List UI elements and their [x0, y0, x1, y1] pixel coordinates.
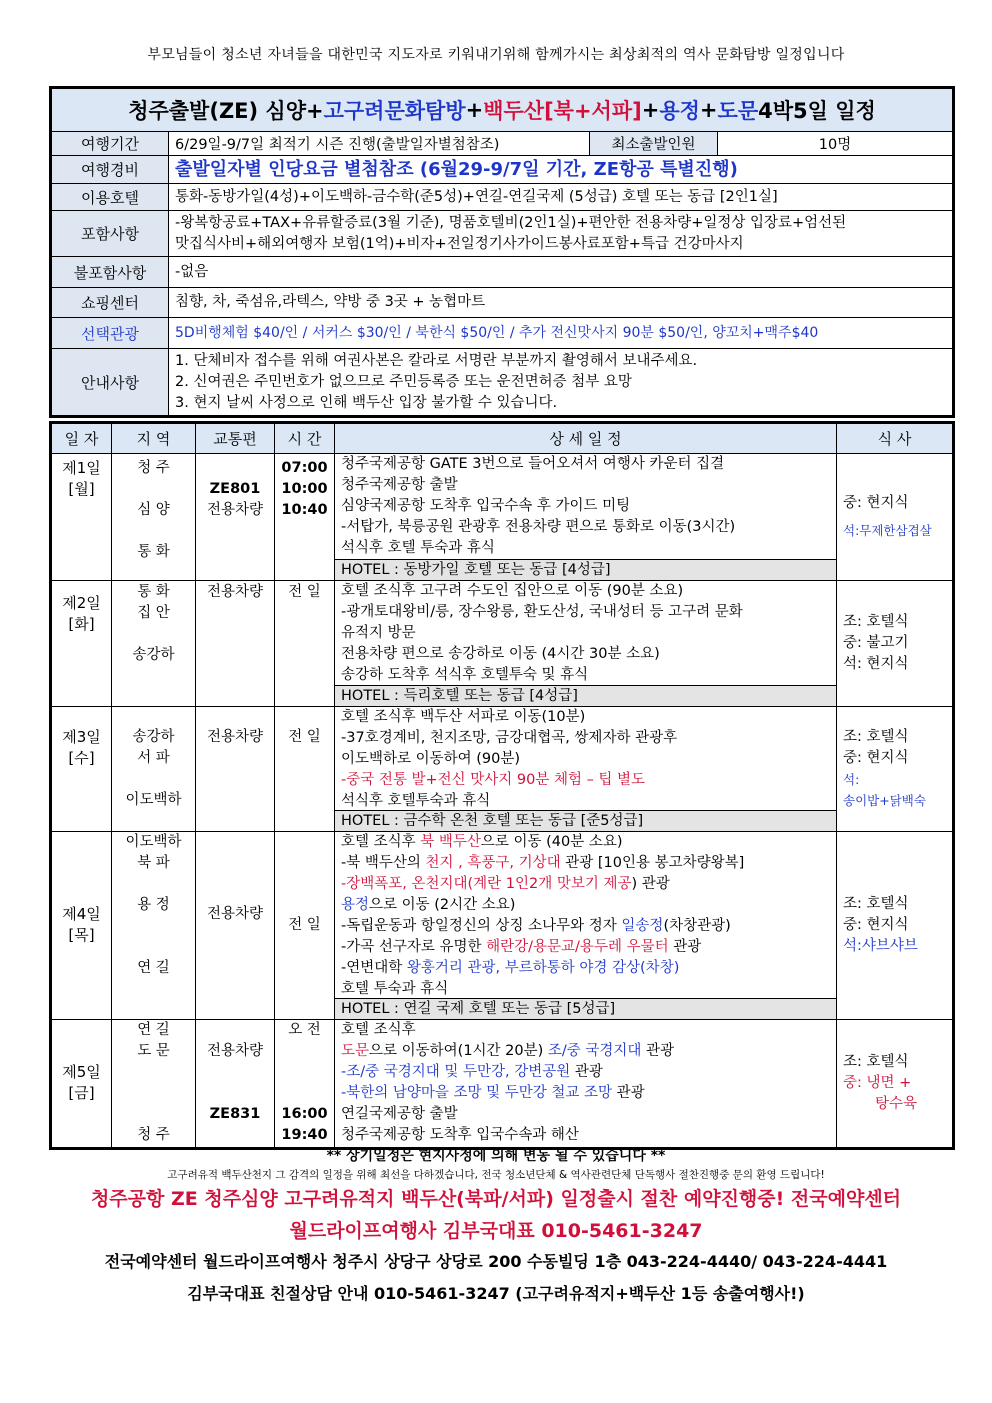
- time-value: 전 일: [288, 729, 321, 745]
- day-weekday: [목]: [68, 926, 95, 944]
- detail-line: [335, 1062, 836, 1083]
- detail-line: [335, 832, 836, 853]
- day-weekday: [화]: [68, 615, 95, 633]
- day-number: 제1일: [62, 459, 101, 477]
- area-cell: [112, 707, 196, 831]
- header-meal: 식 사: [877, 430, 912, 448]
- period-label: 여행기간: [52, 132, 169, 155]
- day-cell: [52, 1020, 112, 1147]
- detail-line: 전용차량 편으로 송강하로 이동 (4시간 30분 소요): [341, 646, 660, 662]
- day-row: [52, 454, 952, 581]
- detail-line: [335, 958, 836, 979]
- detail-line: [335, 916, 836, 937]
- time-cell: [275, 1020, 335, 1147]
- time-value: 전 일: [288, 584, 321, 600]
- hotel-label: 이용호텔: [52, 184, 169, 210]
- detail-line: 청주국제공항 GATE 3번으로 들어오셔서 여행사 카운터 집결: [341, 456, 725, 472]
- min-people-value: 10명: [818, 137, 852, 153]
- transport-name: 전용차량: [206, 584, 264, 600]
- day-number: 제5일: [62, 1063, 101, 1081]
- time-value: 16:00: [281, 1106, 328, 1122]
- meal-item: 중: 현지식: [843, 917, 909, 933]
- hotel-info: HOTEL : 득리호텔 또는 동급 [4성급]: [335, 685, 836, 706]
- day-row: [52, 832, 952, 1020]
- detail-line: 청주국제공항 도착후 입국수속과 해산: [341, 1127, 579, 1143]
- title-part: +: [641, 98, 660, 122]
- detail-line: [335, 895, 836, 916]
- detail-highlight: 해란강/용문교/용두레 우물터: [486, 939, 669, 955]
- time-value: 오 전: [288, 1022, 321, 1038]
- notice-row: [52, 349, 952, 415]
- page-title: [52, 89, 952, 132]
- detail-text: 관광: [570, 1064, 603, 1080]
- detail-text: 관광: [668, 939, 702, 955]
- footer-contact: 월드라이프여행사 김부국대표 010-5461-3247: [289, 1220, 703, 1242]
- meal-item: 석:: [843, 772, 860, 787]
- detail-line: 석식후 호텔투숙과 휴식: [341, 793, 491, 809]
- detail-line: -중국 전통 발+전신 맛사지 90분 체험 – 팁 별도: [341, 772, 646, 788]
- detail-text: -가곡 선구자로 유명한: [341, 939, 487, 955]
- excluded-label: 불포함사항: [52, 257, 169, 287]
- header-transport: 교통편: [196, 424, 275, 453]
- flight-number: ZE831: [209, 1106, 261, 1122]
- optional-label: 선택관광: [52, 318, 169, 348]
- meal-item: 송이밥+닭백숙: [843, 793, 926, 808]
- schedule-note: ** 상기일정은 현지사정에 의해 변동 될 수 있습니다 **: [326, 1148, 666, 1164]
- day-row: [52, 707, 952, 832]
- transport-name: 전용차량: [206, 1043, 264, 1059]
- area-name: 북 파: [137, 855, 170, 871]
- detail-line: -37호경계비, 천지조망, 금강대협곡, 쌍제자하 관광후: [341, 730, 678, 746]
- detail-highlight: 계란 1인2개 맛보기 제공: [473, 876, 632, 892]
- notice-label: 안내사항: [52, 349, 169, 415]
- detail-text: ) 관광: [631, 876, 670, 892]
- detail-text: 관광 [10인용 봉고차량왕복]: [560, 855, 745, 871]
- detail-cell: [335, 707, 837, 831]
- meal-item: 조: 호텔식: [843, 614, 909, 630]
- day-number: 제4일: [62, 905, 101, 923]
- time-cell: [275, 832, 335, 1019]
- summary-table: [49, 86, 955, 418]
- meal-item: 조: 호텔식: [843, 896, 909, 912]
- meal-cell: [837, 581, 952, 706]
- flight-number: ZE801: [209, 481, 261, 497]
- title-part: +: [699, 98, 718, 122]
- detail-highlight: 도문: [341, 1043, 370, 1059]
- detail-line: 호텔 조식후: [341, 1022, 416, 1038]
- meal-cell: [837, 707, 952, 831]
- detail-line: 송강하 도착후 석식후 호텔투숙 및 휴식: [341, 667, 589, 683]
- detail-cell: [335, 581, 837, 706]
- title-part: 도문: [717, 99, 759, 123]
- meal-cell: [837, 454, 952, 580]
- included-value: [169, 211, 952, 256]
- detail-text: 관광: [641, 1043, 675, 1059]
- detail-text: -독립운동과 항일정신의 상징 소나무와 정자: [341, 918, 622, 934]
- detail-line: [335, 874, 836, 895]
- schedule-table: [49, 421, 955, 1150]
- footer-consult: 김부국대표 친절상담 안내 010-5461-3247 (고구려유적지+백두산 1등 송출여행사!): [187, 1284, 805, 1303]
- area-name: 심 양: [137, 502, 170, 518]
- detail-line: 호텔 투숙과 휴식: [341, 981, 449, 997]
- optional-row: [52, 318, 952, 349]
- meal-item: 중: 냉면 +: [843, 1075, 912, 1091]
- cost-label: 여행경비: [52, 156, 169, 183]
- header-time: 시 간: [275, 424, 335, 453]
- time-value: 10:00: [281, 481, 328, 497]
- area-name: 용 정: [137, 897, 170, 913]
- excluded-row: [52, 257, 952, 288]
- day-row: [52, 581, 952, 707]
- day-weekday: [월]: [68, 480, 95, 498]
- footer-address: 전국예약센터 월드라이프여행사 청주시 상당구 상당로 200 수동빌딩 1층 043-224-4440/ 043-224-4441: [104, 1252, 888, 1271]
- day-cell: [52, 832, 112, 1019]
- transport-name: 전용차량: [206, 906, 264, 922]
- area-name: 이도백하: [125, 792, 182, 808]
- footer-promo: 청주공항 ZE 청주심양 고구려유적지 백두산(북파/서파) 일정출시 절찬 예약진행중! 전국예약센터: [90, 1188, 902, 1210]
- intro-text: 부모님들이 청소년 자녀들을 대한민국 지도자로 키워내기위해 함께가시는 최상최적의 역사 문화탐방 일정입니다: [147, 47, 845, 63]
- notice-line: 2. 신여권은 주민번호가 없으므로 주민등록증 또는 운전면허증 첨부 요망: [175, 373, 632, 390]
- time-cell: [275, 581, 335, 706]
- hotel-info: HOTEL : 동방가일 호텔 또는 동급 [4성급]: [335, 559, 836, 580]
- transport-cell: [196, 1020, 275, 1147]
- area-name: 송강하: [132, 647, 175, 663]
- notice-line: 1. 단체비자 접수를 위해 여권사본은 칼라로 서명란 부분까지 촬영해서 보내주세요.: [175, 352, 698, 369]
- time-value: 19:40: [281, 1127, 328, 1143]
- cost-row: [52, 156, 952, 184]
- day-cell: [52, 454, 112, 580]
- detail-line: 호텔 조식후 고구려 수도인 집안으로 이동 (90분 소요): [341, 583, 684, 599]
- detail-line: 청주국제공항 출발: [341, 477, 458, 493]
- cost-value: 출발일자별 인당요금 별첨참조 (6월29-9/7일 기간, ZE항공 특별진행): [175, 159, 738, 180]
- time-value: 07:00: [281, 460, 328, 476]
- detail-highlight: 용정: [341, 897, 370, 913]
- title-part: 4박5일 일정: [758, 99, 876, 123]
- area-name: 통 화: [137, 584, 170, 600]
- optional-value: 5D비행체험 $40/인 / 서커스 $30/인 / 북한식 $50/인 / 추가 전신맛사지 90분 $50/인, 양꼬치+맥주$40: [175, 324, 819, 341]
- detail-line: [335, 853, 836, 874]
- detail-line: [335, 1083, 836, 1104]
- detail-cell: [335, 832, 837, 1019]
- day-cell: [52, 707, 112, 831]
- detail-highlight: 천지 , 흑풍구, 기상대: [425, 855, 561, 871]
- meal-item: 조: 호텔식: [843, 729, 909, 745]
- area-name: 청 주: [137, 460, 170, 476]
- detail-highlight: 일송정: [621, 918, 664, 934]
- notice-value: [169, 349, 952, 415]
- shopping-row: [52, 288, 952, 318]
- title-part: 고구려문화탐방: [323, 99, 466, 123]
- area-name: 연 길: [137, 960, 170, 976]
- detail-line: 석식후 호텔 투숙과 휴식: [341, 540, 495, 556]
- meal-item: 중: 불고기: [843, 635, 909, 651]
- area-name: 서 파: [137, 750, 170, 766]
- excluded-value: -없음: [175, 263, 209, 280]
- meal-item: 조: 호텔식: [843, 1054, 909, 1070]
- transport-name: 전용차량: [206, 729, 264, 745]
- time-cell: [275, 454, 335, 580]
- included-line: 맛집식사비+해외여행자 보험(1억)+비자+전일정기사가이드봉사료포함+특급 건강마사지: [175, 235, 744, 252]
- transport-cell: [196, 581, 275, 706]
- meal-item: 석: 현지식: [843, 656, 909, 672]
- shopping-value: 침향, 차, 죽섬유,라텍스, 약방 중 3곳 + 농협마트: [175, 294, 486, 310]
- detail-text: 관광: [612, 1085, 645, 1101]
- day-cell: [52, 581, 112, 706]
- detail-line: 연길국제공항 출발: [341, 1106, 458, 1122]
- header-area: 지 역: [112, 424, 196, 453]
- hotel-info: HOTEL : 연길 국제 호텔 또는 동급 [5성급]: [335, 998, 836, 1019]
- day-number: 제3일: [62, 728, 101, 746]
- detail-line: 이도백하로 이동하여 (90분): [341, 751, 521, 767]
- meal-item: 석:무제한삼겹살: [843, 523, 932, 538]
- area-name: 도 문: [137, 1043, 170, 1059]
- detail-line: -광개토대왕비/릉, 장수왕릉, 환도산성, 국내성터 등 고구려 문화: [341, 604, 743, 620]
- meal-cell: [837, 832, 952, 1019]
- detail-text: 으로 이동하여(1시간 20분): [369, 1043, 548, 1059]
- detail-highlight: 북 백두산: [420, 834, 481, 850]
- detail-line: [335, 1041, 836, 1062]
- schedule-header: [52, 424, 952, 454]
- area-cell: [112, 581, 196, 706]
- title-part: 백두산[북+서파]: [483, 99, 642, 123]
- min-people-label: 최소출발인원: [590, 132, 718, 155]
- period-row: [52, 132, 952, 156]
- area-name: 집 안: [137, 605, 170, 621]
- meal-item: 중: 현지식: [843, 495, 909, 511]
- meal-item: 석:샤브샤브: [843, 938, 918, 954]
- area-cell: [112, 832, 196, 1019]
- meal-cell: [837, 1020, 952, 1147]
- included-label: 포함사항: [52, 211, 169, 256]
- title-part: 용정: [659, 99, 700, 123]
- detail-line: -서탑가, 북릉공원 관광후 전용차량 편으로 통화로 이동(3시간): [341, 519, 736, 535]
- area-cell: [112, 454, 196, 580]
- area-name: 이도백하: [125, 834, 182, 850]
- detail-text: -장백폭포, 온천지대(: [341, 876, 474, 892]
- detail-text: -북 백두산의: [341, 855, 426, 871]
- detail-text: (차창관광): [663, 918, 731, 934]
- meal-item: 탕수육: [875, 1096, 918, 1112]
- detail-text: 으로 이동 (2시간 소요): [369, 897, 516, 913]
- hotel-row: [52, 184, 952, 211]
- transport-name: 전용차량: [206, 502, 264, 518]
- detail-cell: [335, 454, 837, 580]
- area-cell: [112, 1020, 196, 1147]
- detail-text: 호텔 조식후: [341, 834, 421, 850]
- transport-cell: [196, 707, 275, 831]
- hotel-info: HOTEL : 금수학 온천 호텔 또는 동급 [준5성급]: [335, 810, 836, 831]
- meal-item: 중: 현지식: [843, 750, 909, 766]
- area-name: 통 화: [137, 544, 170, 560]
- area-name: 청 주: [137, 1127, 170, 1143]
- detail-line: [335, 937, 836, 958]
- area-name: 송강하: [132, 729, 175, 745]
- detail-highlight: 조/중 국경지대: [547, 1043, 642, 1059]
- included-row: [52, 211, 952, 257]
- detail-cell: [335, 1020, 837, 1147]
- transport-cell: [196, 832, 275, 1019]
- hotel-value: 통화-동방가일(4성)+이도백하-금수학(준5성)+연길-연길국제 (5성급) 호텔 또는 동급 [2인1실]: [175, 188, 778, 205]
- detail-highlight: 왕훙거리 관광, 부르하통하 야경 감상(차창): [406, 960, 680, 976]
- time-value: 10:40: [281, 502, 328, 518]
- transport-cell: [196, 454, 275, 580]
- title-part: 청주출발(ZE) 심양+: [128, 99, 324, 123]
- detail-line: 심양국제공항 도착후 입국수속 후 가이드 미팅: [341, 498, 631, 514]
- detail-line: 호텔 조식후 백두산 서파로 이동(10분): [341, 709, 586, 725]
- time-value: 전 일: [288, 917, 321, 933]
- day-number: 제2일: [62, 594, 101, 612]
- header-day: 일 자: [52, 424, 112, 453]
- detail-text: 으로 이동 (40분 소요): [480, 834, 623, 850]
- shopping-label: 쇼핑센터: [52, 288, 169, 317]
- day-weekday: [금]: [68, 1084, 95, 1102]
- title-part: +: [465, 98, 484, 122]
- detail-highlight: -북한의 남양마을 조망 및 두만강 철교 조망: [341, 1085, 613, 1101]
- period-value: 6/29일-9/7일 최적기 시즌 진행(출발일자별첨참조): [169, 132, 590, 155]
- included-line: -왕복항공료+TAX+유류할증료(3월 기준), 명품호텔비(2인1실)+편안한 전용차량+일정상 입장료+엄선된: [175, 214, 847, 231]
- detail-line: 유적지 방문: [341, 625, 416, 641]
- detail-highlight: -조/중 국경지대 및 두만강, 강변공원: [341, 1064, 571, 1080]
- time-cell: [275, 707, 335, 831]
- notice-line: 3. 현지 날씨 사정으로 인해 백두산 입장 불가할 수 있습니다.: [175, 394, 558, 411]
- header-detail: 상 세 일 정: [335, 424, 837, 453]
- day-weekday: [수]: [68, 749, 95, 767]
- detail-text: -연변대학: [341, 960, 407, 976]
- footer-small-text: 고구려유적 백두산천지 그 감격의 일정을 위해 최선을 다하겠습니다, 전국 청소년단체 & 역사관련단체 단독행사 절찬진행중 문의 환영 드립니다!: [167, 1169, 825, 1181]
- area-name: 연 길: [137, 1022, 170, 1038]
- day-row: [52, 1020, 952, 1147]
